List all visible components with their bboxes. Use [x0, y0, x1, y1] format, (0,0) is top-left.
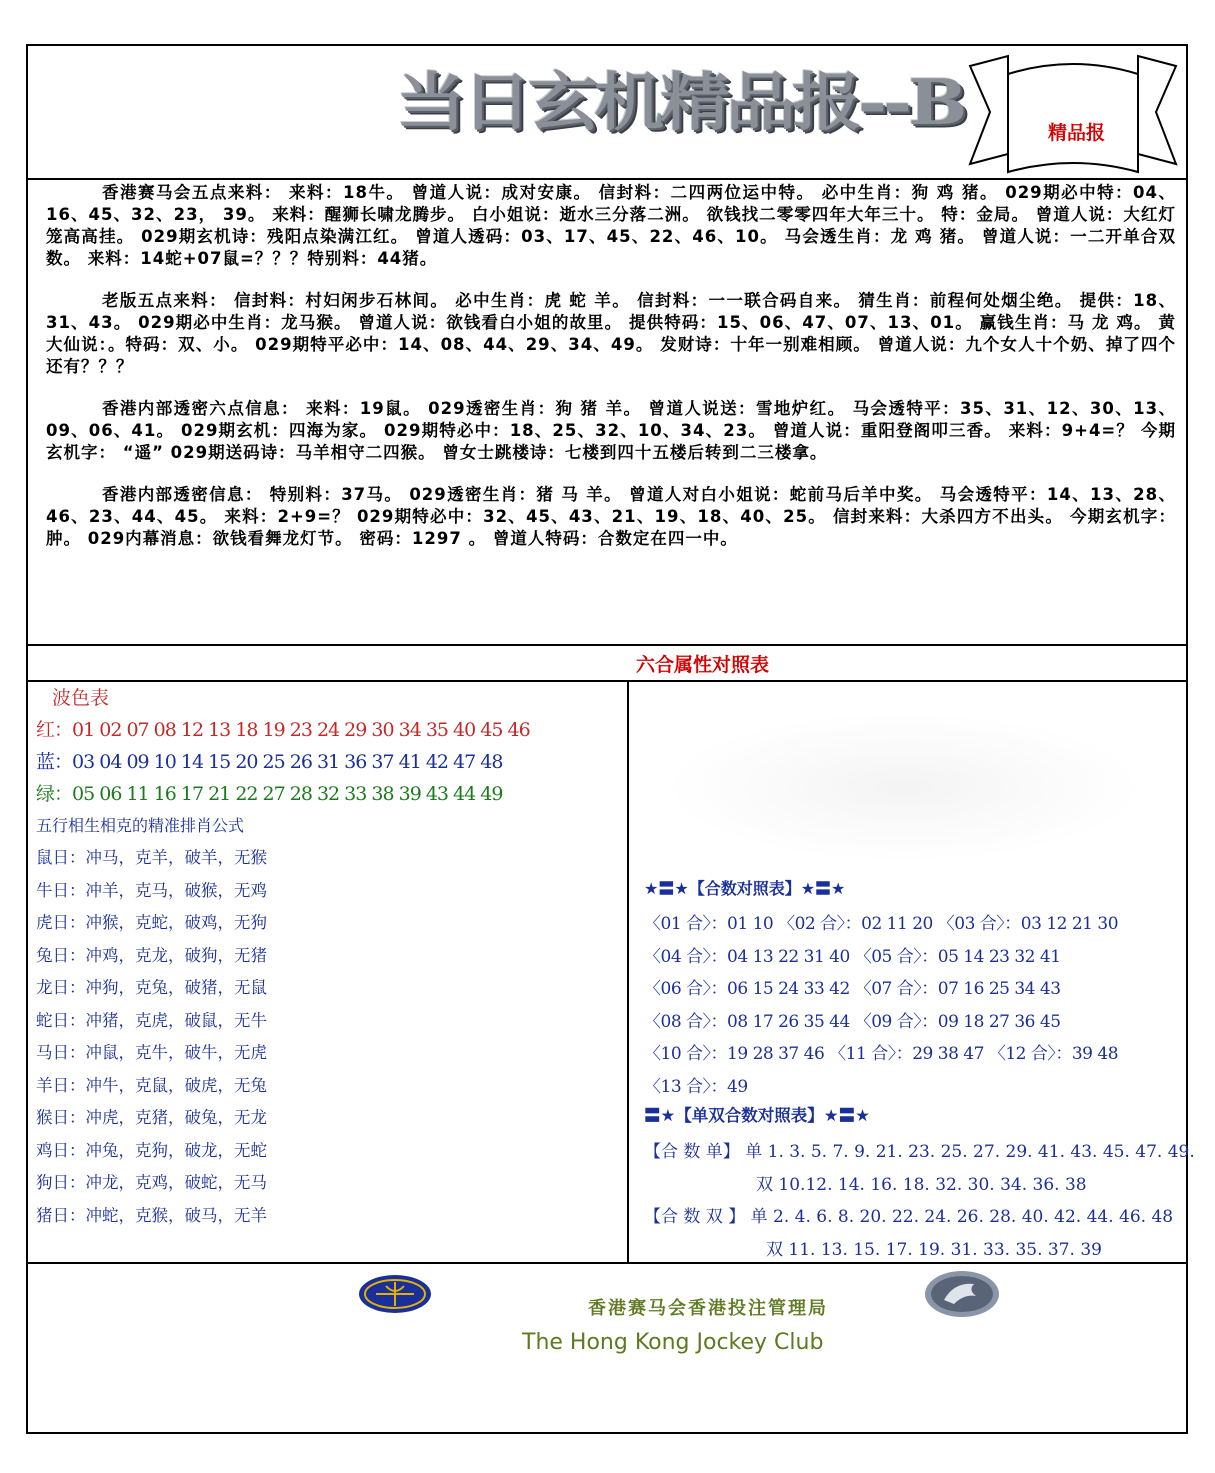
zodiac-row: 狗日：冲龙，克鸡，破蛇，无马: [36, 1173, 267, 1192]
wuxing-title: 五行相生相克的精准排肖公式: [36, 816, 245, 835]
heshu-row: 〈06 合〉：06 15 24 33 42 〈07 合〉：07 16 25 34 43: [644, 979, 1061, 999]
zodiac-row: 马日：冲鼠，克牛，破牛，无虎: [36, 1043, 267, 1062]
heshu-dan-block: [644, 1136, 1195, 1201]
heshu-row: 〈10 合〉：19 28 37 46 〈11 合〉：29 38 47 〈12 合〉：39 48: [644, 1044, 1119, 1064]
article-paragraph: 香港内部透密六点信息： 来料：19鼠。 029透密生肖：狗 猪 羊。 曾道人说送：雪地炉红。 马会透特平：35、31、12、30、13、09、06、41。 029期玄机：四海为家。 029期特必中：18、25、32、10、34、23。 曾道人说：重阳登阁叩三香。 来料：9+4=？ 今期玄机字： “遥” 029期送码诗：马羊相守二四猴。 曾女士跳楼诗：七楼到四十五楼后转到二三楼拿。: [46, 399, 1176, 462]
heshu-dan-even: 双 10.12. 14. 16. 18. 32. 30. 34. 36. 38: [756, 1174, 1087, 1195]
heshu-row: 〈08 合〉：08 17 26 35 44 〈09 合〉：09 18 27 36 45: [644, 1011, 1061, 1032]
color-numbers: 05 06 11 16 17 21 22 27 28 32 33 38 39 43 44 49: [72, 783, 503, 805]
horse-emblem-icon: [924, 1270, 1000, 1318]
zodiac-row: 蛇日：冲猪，克虎，破鼠，无牛: [36, 1010, 267, 1030]
zodiac-row: 猪日：冲蛇，克猴，破马，无羊: [36, 1205, 267, 1225]
heshu-row: 〈04 合〉：04 13 22 31 40 〈05 合〉：05 14 23 32 41: [644, 946, 1061, 967]
zodiac-row: 兔日：冲鸡，克龙，破狗，无猪: [36, 945, 267, 965]
zodiac-row: 鸡日：冲兔，克狗，破龙，无蛇: [36, 1140, 267, 1160]
heshu-dan-line: [644, 1136, 1195, 1169]
footer: [28, 1262, 1186, 1436]
article-paragraph: 老版五点来料： 信封料：村妇闲步石林间。 必中生肖：虎 蛇 羊。 信封料：一一联合码自来。 猜生肖：前程何处烟尘绝。 提供：18、31、43。 029期必中生肖：龙马猴。 曾道人说：欲钱看白小姐的故里。 提供特码：15、06、47、07、13、01。 赢钱生肖：马 龙 鸡。 黄大仙说：。特码：双、小。 029期特平必中：14、08、44、29、34、49。 发财诗：十年一别难相顾。 曾道人说：九个女人十个奶、掉了四个还有？？？: [46, 291, 1176, 376]
column-divider: [627, 680, 629, 1262]
heshu-title: ★〓★【合数对照表】★〓★: [644, 879, 846, 898]
zodiac-row: 猴日：冲虎，克猪，破兔，无龙: [36, 1108, 267, 1127]
left-column: [36, 682, 621, 1232]
heshu-row: 〈13 合〉：49: [644, 1076, 748, 1097]
heshu-dan-odd: 单 1. 3. 5. 7. 9. 21. 23. 25. 27. 29. 41. 43. 45. 47. 49.: [745, 1142, 1195, 1162]
heshu-list: [644, 908, 1118, 1103]
heshu-shuang-line: [644, 1201, 1184, 1234]
wave-color-title: 波色表: [52, 687, 110, 709]
zodiac-row: 牛日：冲羊，克马，破猴，无鸡: [36, 880, 267, 900]
color-label: 红：: [36, 719, 73, 741]
blurred-image: [664, 712, 1144, 862]
jockey-club-chinese-name: 香港赛马会香港投注管理局: [588, 1298, 828, 1319]
heshu-shuang-block: [644, 1201, 1184, 1266]
article-paragraph: 香港内部透密信息： 特别料：37马。 029透密生肖：猪 马 羊。 曾道人对白小姐说：蛇前马后羊中奖。 马会透特平：14、13、28、46、23、44、45。 来料：2+9=？ 029期特必中：32、45、43、21、19、18、40、25。 信封来料：大杀四方不出头。 今期玄机字：肿。 029内幕消息：欲钱看舞龙灯节。 密码：1297 。 曾道人特码：合数定在四一中。: [46, 485, 1176, 548]
article-paragraph: 香港赛马会五点来料： 来料：18牛。 曾道人说：成对安康。 信封料：二四两位运中特。 必中生肖：狗 鸡 猪。 029期必中特：04、16、45、32、23， 39。 来料：醒狮长啸龙腾步。 白小姐说：逝水三分落二洲。 欲钱找二零零四年大年三十。 特：金局。 曾道人说：大红灯笼高高挂。 029期玄机诗：残阳点染满江红。 曾道人透码：03、17、45、22、46、10。 马会透生肖：龙 鸡 猪。 曾道人说：一二开单合双数。 来料：14蛇+07鼠=？？？特别料：44猪。: [46, 183, 1176, 268]
blue-numbers-row: [36, 746, 621, 778]
zodiac-row: 鼠日：冲马，克羊，破羊，无猴: [36, 848, 267, 867]
color-label: 蓝：: [36, 751, 73, 773]
heshu-shuang-label: 【合 数 双 】: [644, 1207, 746, 1227]
page-title: 当日玄机精品报--B: [396, 64, 964, 140]
jockey-club-logo-icon: [358, 1274, 432, 1314]
zodiac-row: 虎日：冲猴，克蛇，破鸡，无狗: [36, 913, 267, 932]
danshuang-title: 〓★【单双合数对照表】★〓★: [644, 1106, 870, 1125]
green-numbers-row: [36, 778, 621, 810]
red-numbers-row: [36, 714, 621, 746]
zodiac-row: 羊日：冲牛，克鼠，破虎，无兔: [36, 1075, 267, 1095]
page-frame: [26, 44, 1195, 1434]
attribute-table-header: [28, 644, 1186, 682]
color-numbers: 03 04 09 10 14 15 20 25 26 31 36 37 41 42 47 48: [72, 751, 503, 773]
ribbon-banner-icon: [968, 54, 1178, 174]
heshu-dan-label: 【合 数 单】: [644, 1142, 740, 1162]
color-label: 绿：: [36, 783, 73, 805]
jockey-club-english-name: The Hong Kong Jockey Club: [522, 1330, 824, 1355]
zodiac-row: 龙日：冲狗，克兔，破猪，无鼠: [36, 978, 267, 997]
articles-section: [46, 182, 1176, 570]
heshu-shuang-even: 双 11. 13. 15. 17. 19. 31. 33. 35. 37. 39: [766, 1239, 1102, 1260]
heshu-row: 〈01 合〉：01 10 〈02 合〉：02 11 20 〈03 合〉：03 12 21 30: [644, 914, 1119, 934]
attribute-table-title: 六合属性对照表: [636, 654, 770, 676]
badge-label: 精品报: [1048, 122, 1106, 144]
color-numbers: 01 02 07 08 12 13 18 19 23 24 29 30 34 35 40 45 46: [72, 719, 530, 741]
header: [28, 46, 1186, 180]
heshu-shuang-odd: 单 2. 4. 6. 8. 20. 22. 24. 26. 28. 40. 42. 44. 46. 48: [750, 1207, 1174, 1227]
